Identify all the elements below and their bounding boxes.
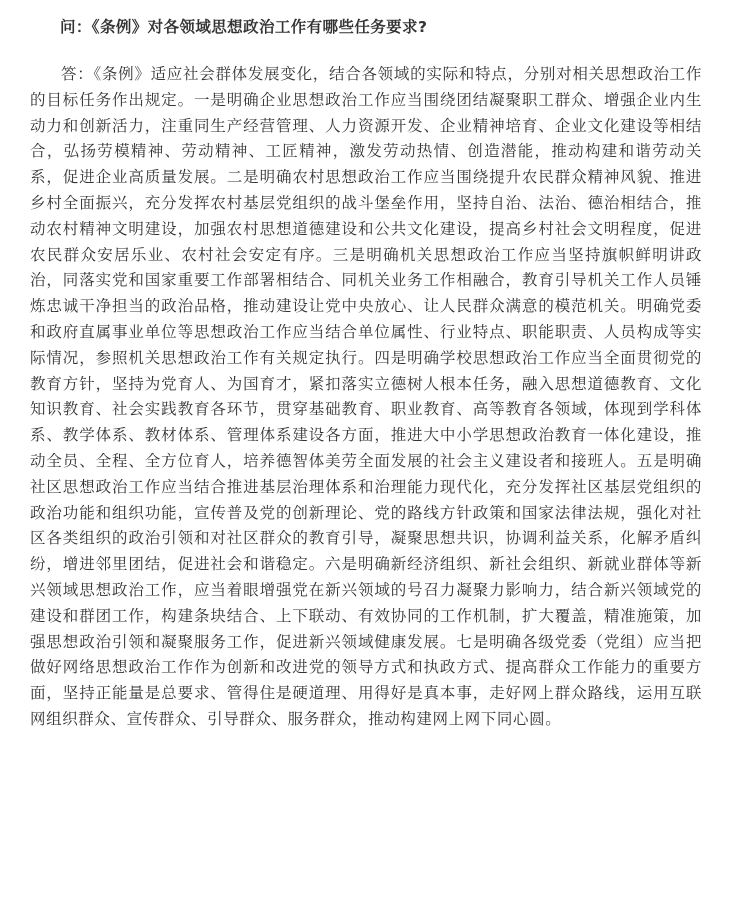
question-heading: 问：《条例》对各领域思想政治工作有哪些任务要求? bbox=[60, 18, 428, 36]
answer-paragraph: 答：《条例》适应社会群体发展变化，结合各领域的实际和特点，分别对相关思想政治工作的目标任务作出规定。一是明确企业思想政治工作应当围绕团结凝聚职工群众、增强企业内生动力和创新活力，注重同生产经营管理、人力资源开发、企业精神培育、企业文化建设等相结合，弘扬劳模精神、劳动精神、工匠精神，激发劳动热情、创造潜能，推动构建和谐劳动关系，促进企业高质量发展。二是明确农村思想政治工作应当围绕提升农民群众精神风貌、推进乡村全面振兴，充分发挥农村基层党组织的战斗堡垒作用，坚持自治、法治、德治相结合，推动农村精神文明建设，加强农村思想道德建设和公共文化建设，提高乡村社会文明程度，促进农民群众安居乐业、农村社会安定有序。三是明确机关思想政治工作应当坚持旗帜鲜明讲政治，同落实党和国家重要工作部署相结合、同机关业务工作相融合，教育引导机关工作人员锤炼忠诚干净担当的政治品格，推动建设让党中央放心、让人民群众满意的模范机关。明确党委和政府直属事业单位等思想政治工作应当结合单位属性、行业特点、职能职责、人员构成等实际情况，参照机关思想政治工作有关规定执行。四是明确学校思想政治工作应当全面贯彻党的教育方针，坚持为党育人、为国育才，紧扣落实立德树人根本任务，融入思想道德教育、文化知识教育、社会实践教育各环节，贯穿基础教育、职业教育、高等教育各领域，体现到学科体系、教学体系、教材体系、管理体系建设各方面，推进大中小学思想政治教育一体化建设，推动全员、全程、全方位育人，培养德智体美劳全面发展的社会主义建设者和接班人。五是明确社区思想政治工作应当结合推进基层治理体系和治理能力现代化，充分发挥社区基层党组织的政治功能和组织功能，宣传普及党的创新理论、党的路线方针政策和国家法律法规，强化对社区各类组织的政治引领和对社区群众的教育引导，凝聚思想共识，协调利益关系，化解矛盾纠纷，增进邻里团结，促进社会和谐稳定。六是明确新经济组织、新社会组织、新就业群体等新兴领域思想政治工作，应当着眼增强党在新兴领域的号召力凝聚力影响力，结合新兴领域党的建设和群团工作，构建条块结合、上下联动、有效协同的工作机制，扩大覆盖，精准施策，加强思想政治引领和凝聚服务工作，促进新兴领域健康发展。七是明确各级党委（党组）应当把做好网络思想政治工作作为创新和改进党的领导方式和执政方式、提高群众工作能力的重要方面，坚持正能量是总要求、管得住是硬道理、用得好是真本事，走好网上群众路线，运用互联网组织群众、宣传群众、引导群众、服务群众，推动构建网上网下同心圆。 bbox=[30, 65, 702, 728]
